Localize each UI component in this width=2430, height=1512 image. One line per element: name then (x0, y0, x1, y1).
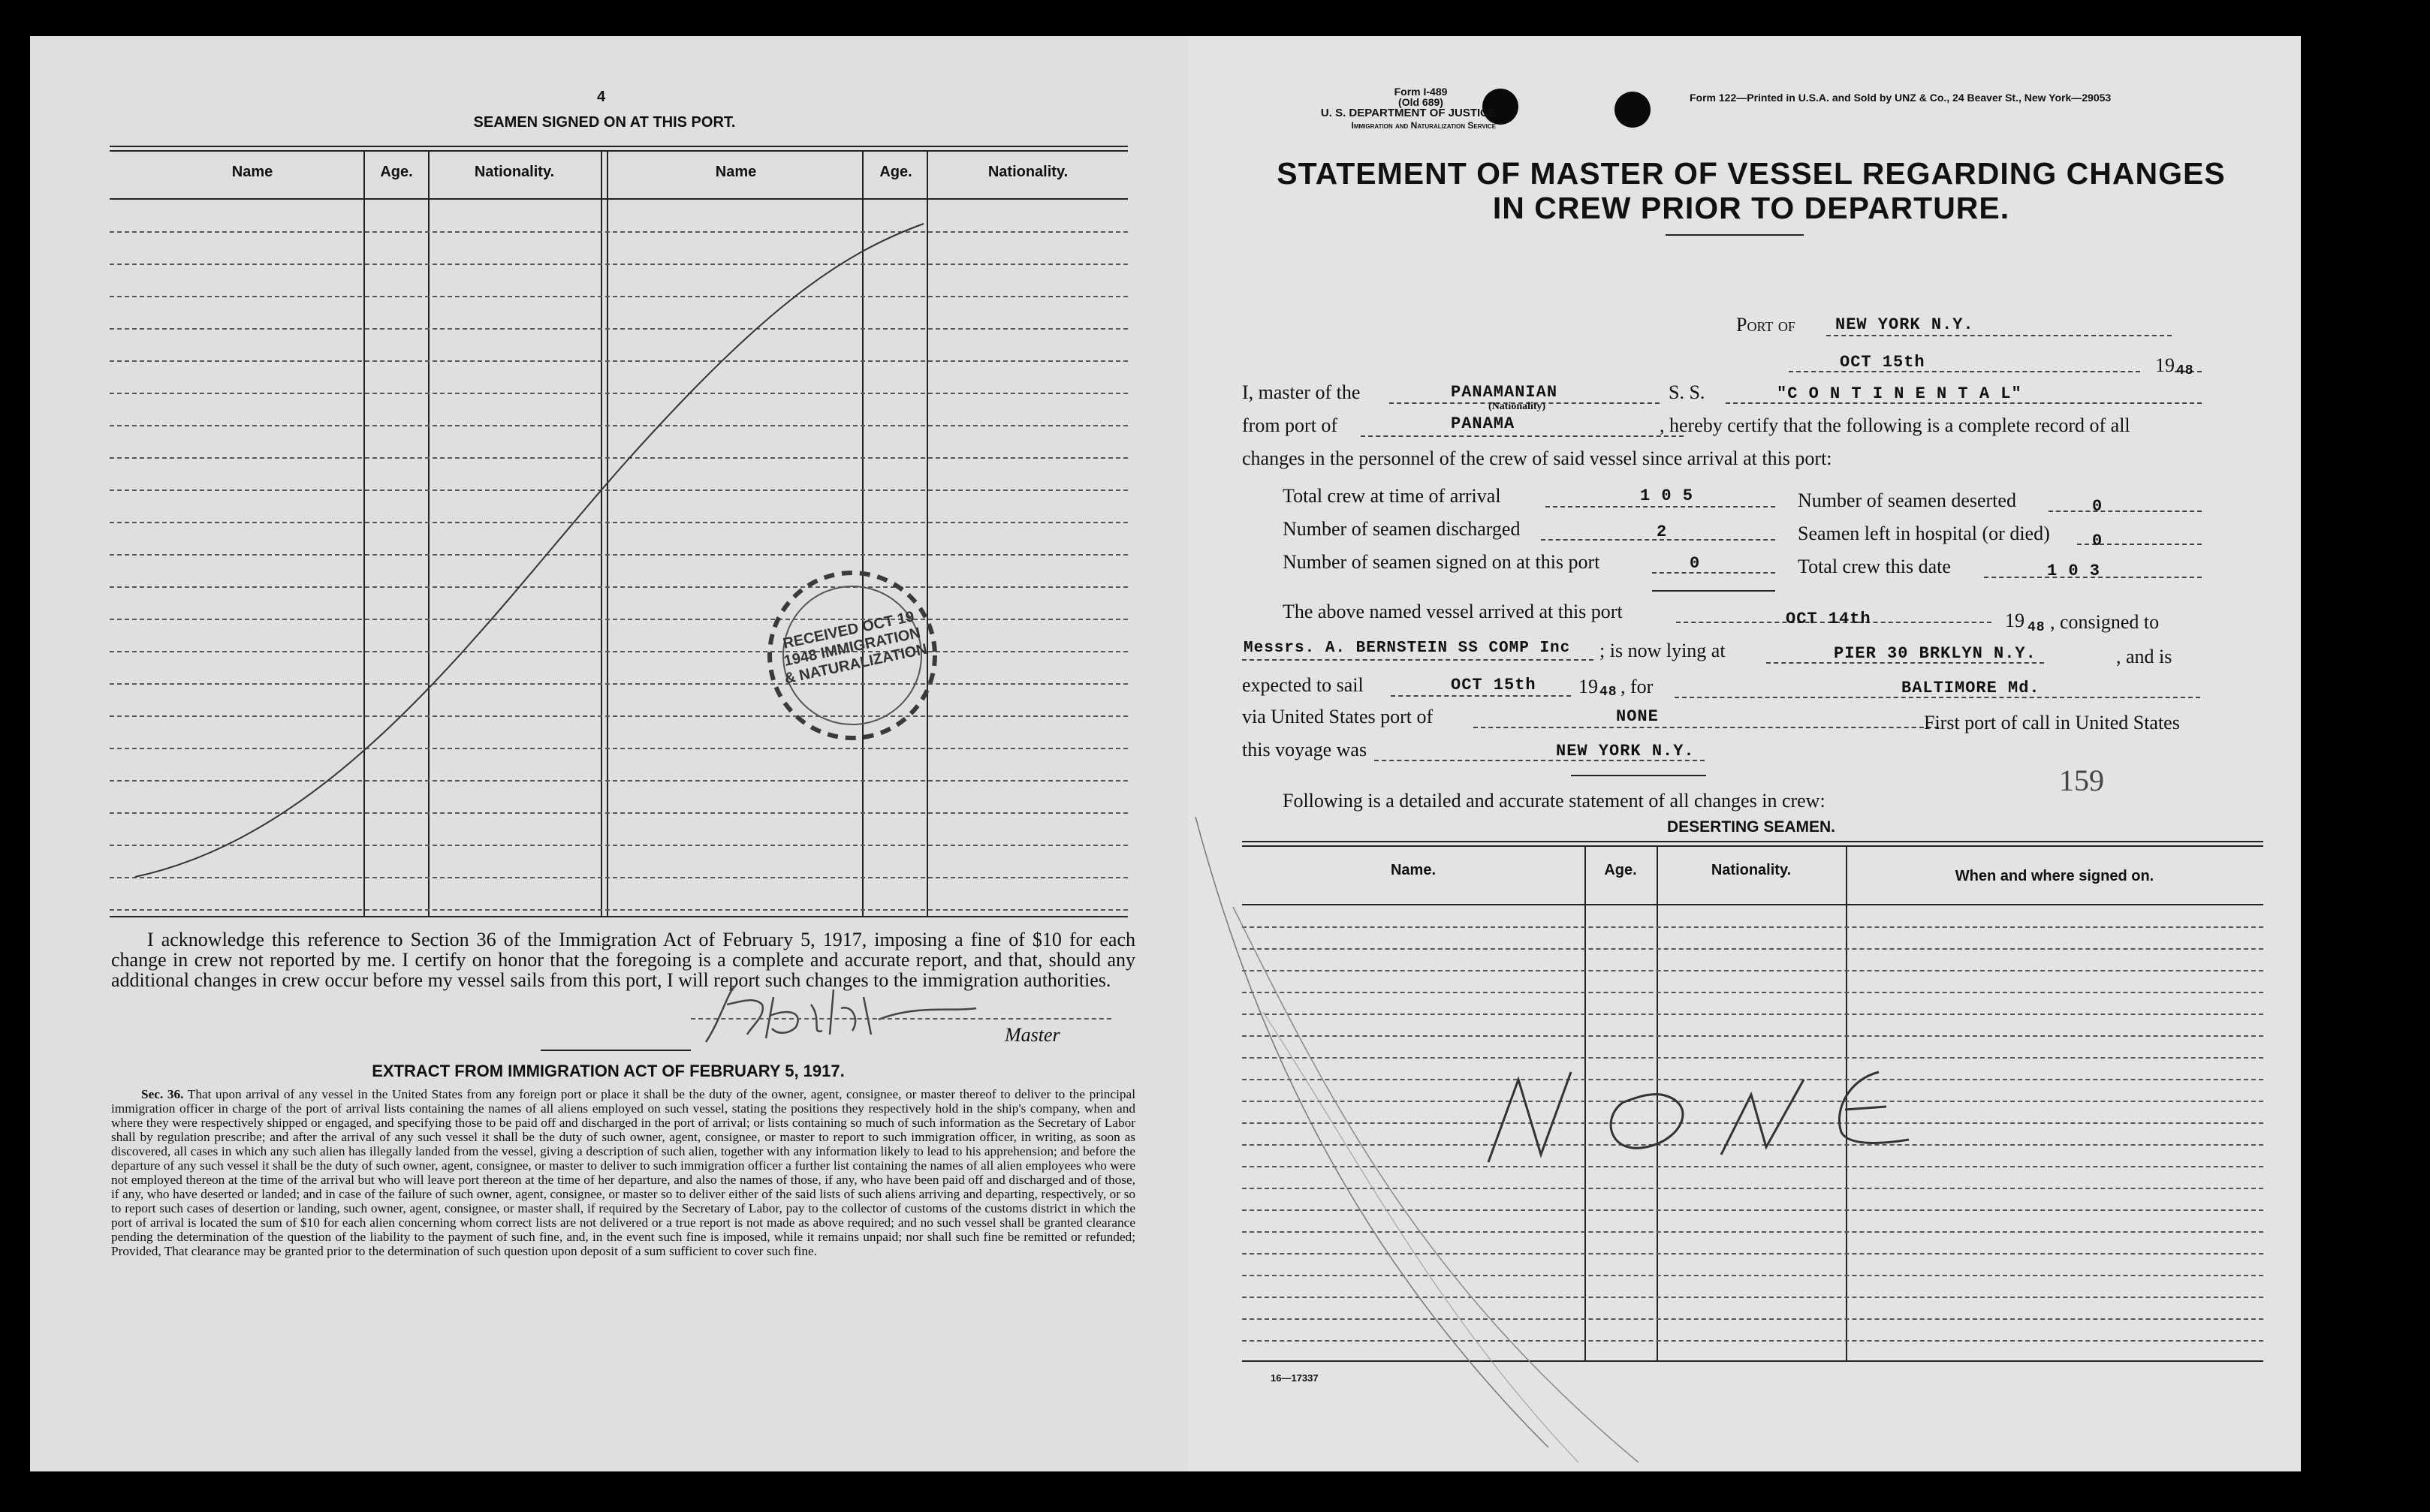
year-prefix: 19 (2155, 354, 2175, 376)
extract-section: Sec. 36. (141, 1087, 184, 1101)
and-is-label: , and is (2116, 646, 2172, 667)
sail-date-value: OCT 15th (1451, 676, 1536, 694)
sail-year-prefix: 19 (1578, 676, 1598, 697)
hospital-value: 0 (2092, 532, 2103, 550)
sail-year: 48 (1599, 685, 1617, 700)
year-value: 48 (2176, 363, 2194, 378)
column-header-name: Name. (1390, 862, 1437, 878)
column-header-age: Age. (380, 164, 413, 180)
first-port-label: First port of call in United States (1924, 712, 2180, 733)
page-stamp-number: 159 (2059, 764, 2104, 797)
deserted-value: 0 (2092, 497, 2103, 516)
deserted-label: Number of seamen deserted (1798, 489, 2016, 511)
signed-on-label: Number of seamen signed on at this port (1283, 551, 1600, 573)
master-signature (691, 974, 1006, 1057)
certify-text: , hereby certify that the following is a complete record of all (1660, 414, 2130, 436)
extract-title: EXTRACT FROM IMMIGRATION ACT OF FEBRUARY 5, 1917. (372, 1062, 845, 1080)
vessel-name: "C O N T I N E N T A L" (1777, 384, 2022, 403)
from-port-label: from port of (1242, 414, 1338, 436)
extract-body (111, 1087, 1135, 1258)
ss-label: S. S. (1669, 381, 1705, 403)
lying-value: PIER 30 BRKLYN N.Y. (1834, 644, 2037, 663)
right-page (1188, 36, 2301, 1471)
column-header-nationality: Nationality. (1711, 862, 1792, 878)
form-title-line1: STATEMENT OF MASTER OF VESSEL REGARDING CHANGES (1277, 156, 2226, 191)
section-title: SEAMEN SIGNED ON AT THIS PORT. (473, 114, 736, 131)
scratch-marks (1188, 787, 1714, 1471)
master-label: Master (1005, 1024, 1060, 1046)
port-value: NEW YORK N.Y. (1835, 315, 1974, 334)
arrived-value: OCT 14th (1786, 610, 1871, 628)
form-id: Form I-489 (1394, 86, 1448, 98)
hospital-label: Seamen left in hospital (or died) (1798, 523, 2050, 544)
extract-text: That upon arrival of any vessel in the United States from any foreign port or place it shall be the duty of the owner, agent, consignee, or master thereof to deliver to the principal immigration officer in charge of the port of arrival lists containing the names of all aliens employed on such vessel, stating the positions they respectively hold in the ship's company, when and where they were respectively shipped or engaged, and specifying those to be paid off and discharged in the port of arrival; or lists containing so much of such information as the Secretary of Labor shall by regulation prescribe; and after the arrival of any such vessel it shall be the duty of such owner, agent, consignee, or master to report to such immigration officer, in writing, as soon as discovered, all cases in which any such alien has illegally landed from the vessel, giving a description of such alien, together with any information likely to lead to his apprehension; and before the departure of any such vessel it shall be the duty of such owner, agent, consignee, or master to deliver to such immigration officer a further list containing the names of all alien employees who were not employed thereon at the time of the arrival but who will leave port thereon at the time of her departure, and also the names of those, if any, who have been paid off and discharged and of those, if any, who have deserted or landed; and in case of the failure of such owner, agent, consignee, or master so to deliver either of the said lists of such aliens arriving and departing, respectively, or so to report such cases of desertion or landing, such owner, agent, consignee, or master shall, if required by the Secretary of Labor, pay to the collector of customs of the customs district in which the port of arrival is located the sum of $10 for each alien concerning whom correct lists are not delivered or a true report is not made as above required; and no such vessel shall be granted clearance pending the determination of the question of the liability to the payment of such fine, and, in the event such fine is imposed, while it remains unpaid; nor shall such fine be remitted or refunded; Provided, That clearance may be granted prior to the determination of such question upon deposit of a sum sufficient to cover such fine. (111, 1087, 1136, 1258)
stamp-text: RECEIVED OCT 19 1948 IMMIGRATION & NATURALIZATION (781, 608, 929, 688)
department-name: U. S. DEPARTMENT OF JUSTICE (1320, 107, 1496, 119)
form-title-line2: IN CREW PRIOR TO DEPARTURE. (1492, 191, 2010, 225)
port-label: Port of (1736, 314, 1795, 336)
acknowledgement-text: I acknowledge this reference to Section 36 of the Immigration Act of February 5, 1917, imposing a fine of $10 for each change in crew not reported by me. I certify on honor that the foregoing is a complete and accurate report, and that, should any additional changes in crew occur before my vessel sails from this port, I will report such changes to the immigration authorities. (111, 929, 1135, 991)
form-old-id: (Old 689) (1398, 96, 1443, 108)
service-name: Immigration and Naturalization Service (1351, 120, 1496, 131)
expected-label: expected to sail (1242, 674, 1364, 696)
master-of-label: I, master of the (1242, 381, 1361, 403)
column-header-nationality: Nationality. (474, 164, 555, 180)
arrived-year-prefix: 19 (2005, 610, 2024, 631)
total-date-value: 1 0 3 (2047, 562, 2101, 580)
voyage-label: this voyage was (1242, 739, 1367, 761)
nationality-caption: (Nationality) (1488, 401, 1546, 412)
column-header-nationality: Nationality. (987, 164, 1069, 180)
column-header-age: Age. (1604, 862, 1637, 878)
changes-text: changes in the personnel of the crew of said vessel since arrival at this port: (1242, 447, 1832, 469)
printer-note: Form 122—Printed in U.S.A. and Sold by UNZ & Co., 24 Beaver St., New York—29053 (1690, 92, 2112, 104)
arrived-year: 48 (2028, 620, 2046, 635)
column-header-name: Name (715, 164, 757, 180)
consignee-value: Messrs. A. BERNSTEIN SS COMP Inc (1244, 640, 1571, 657)
column-header-name: Name (231, 164, 273, 180)
total-arrival-value: 1 0 5 (1640, 486, 1694, 505)
nationality-value: PANAMANIAN (1451, 383, 1558, 402)
discharged-label: Number of seamen discharged (1283, 518, 1521, 540)
lying-label: ; is now lying at (1599, 640, 1726, 661)
via-value: NONE (1616, 707, 1659, 726)
discharged-value: 2 (1657, 523, 1668, 541)
for-value: BALTIMORE Md. (1901, 679, 2040, 697)
via-label: via United States port of (1242, 706, 1434, 727)
left-page (30, 36, 1198, 1471)
following-text: Following is a detailed and accurate statement of all changes in crew: (1283, 790, 1826, 812)
received-stamp (751, 554, 954, 757)
arrived-label: The above named vessel arrived at this port (1283, 601, 1623, 622)
deserting-title: DESERTING SEAMEN. (1666, 818, 1836, 836)
date-value: OCT 15th (1840, 353, 1925, 372)
for-label: , for (1621, 676, 1654, 697)
from-port-value: PANAMA (1451, 414, 1515, 433)
voyage-value: NEW YORK N.Y. (1556, 742, 1695, 761)
total-arrival-label: Total crew at time of arrival (1283, 485, 1501, 507)
consigned-label: , consigned to (2050, 611, 2160, 633)
page-number: 4 (597, 89, 606, 105)
column-header-signed-on: When and where signed on. (1955, 868, 2154, 884)
column-header-age: Age. (879, 164, 912, 180)
footer-code: 16—17337 (1271, 1372, 1319, 1384)
signed-on-value: 0 (1690, 554, 1701, 573)
strike-through-line (30, 36, 1198, 937)
total-date-label: Total crew this date (1798, 556, 1951, 577)
punch-hole (1614, 92, 1651, 128)
